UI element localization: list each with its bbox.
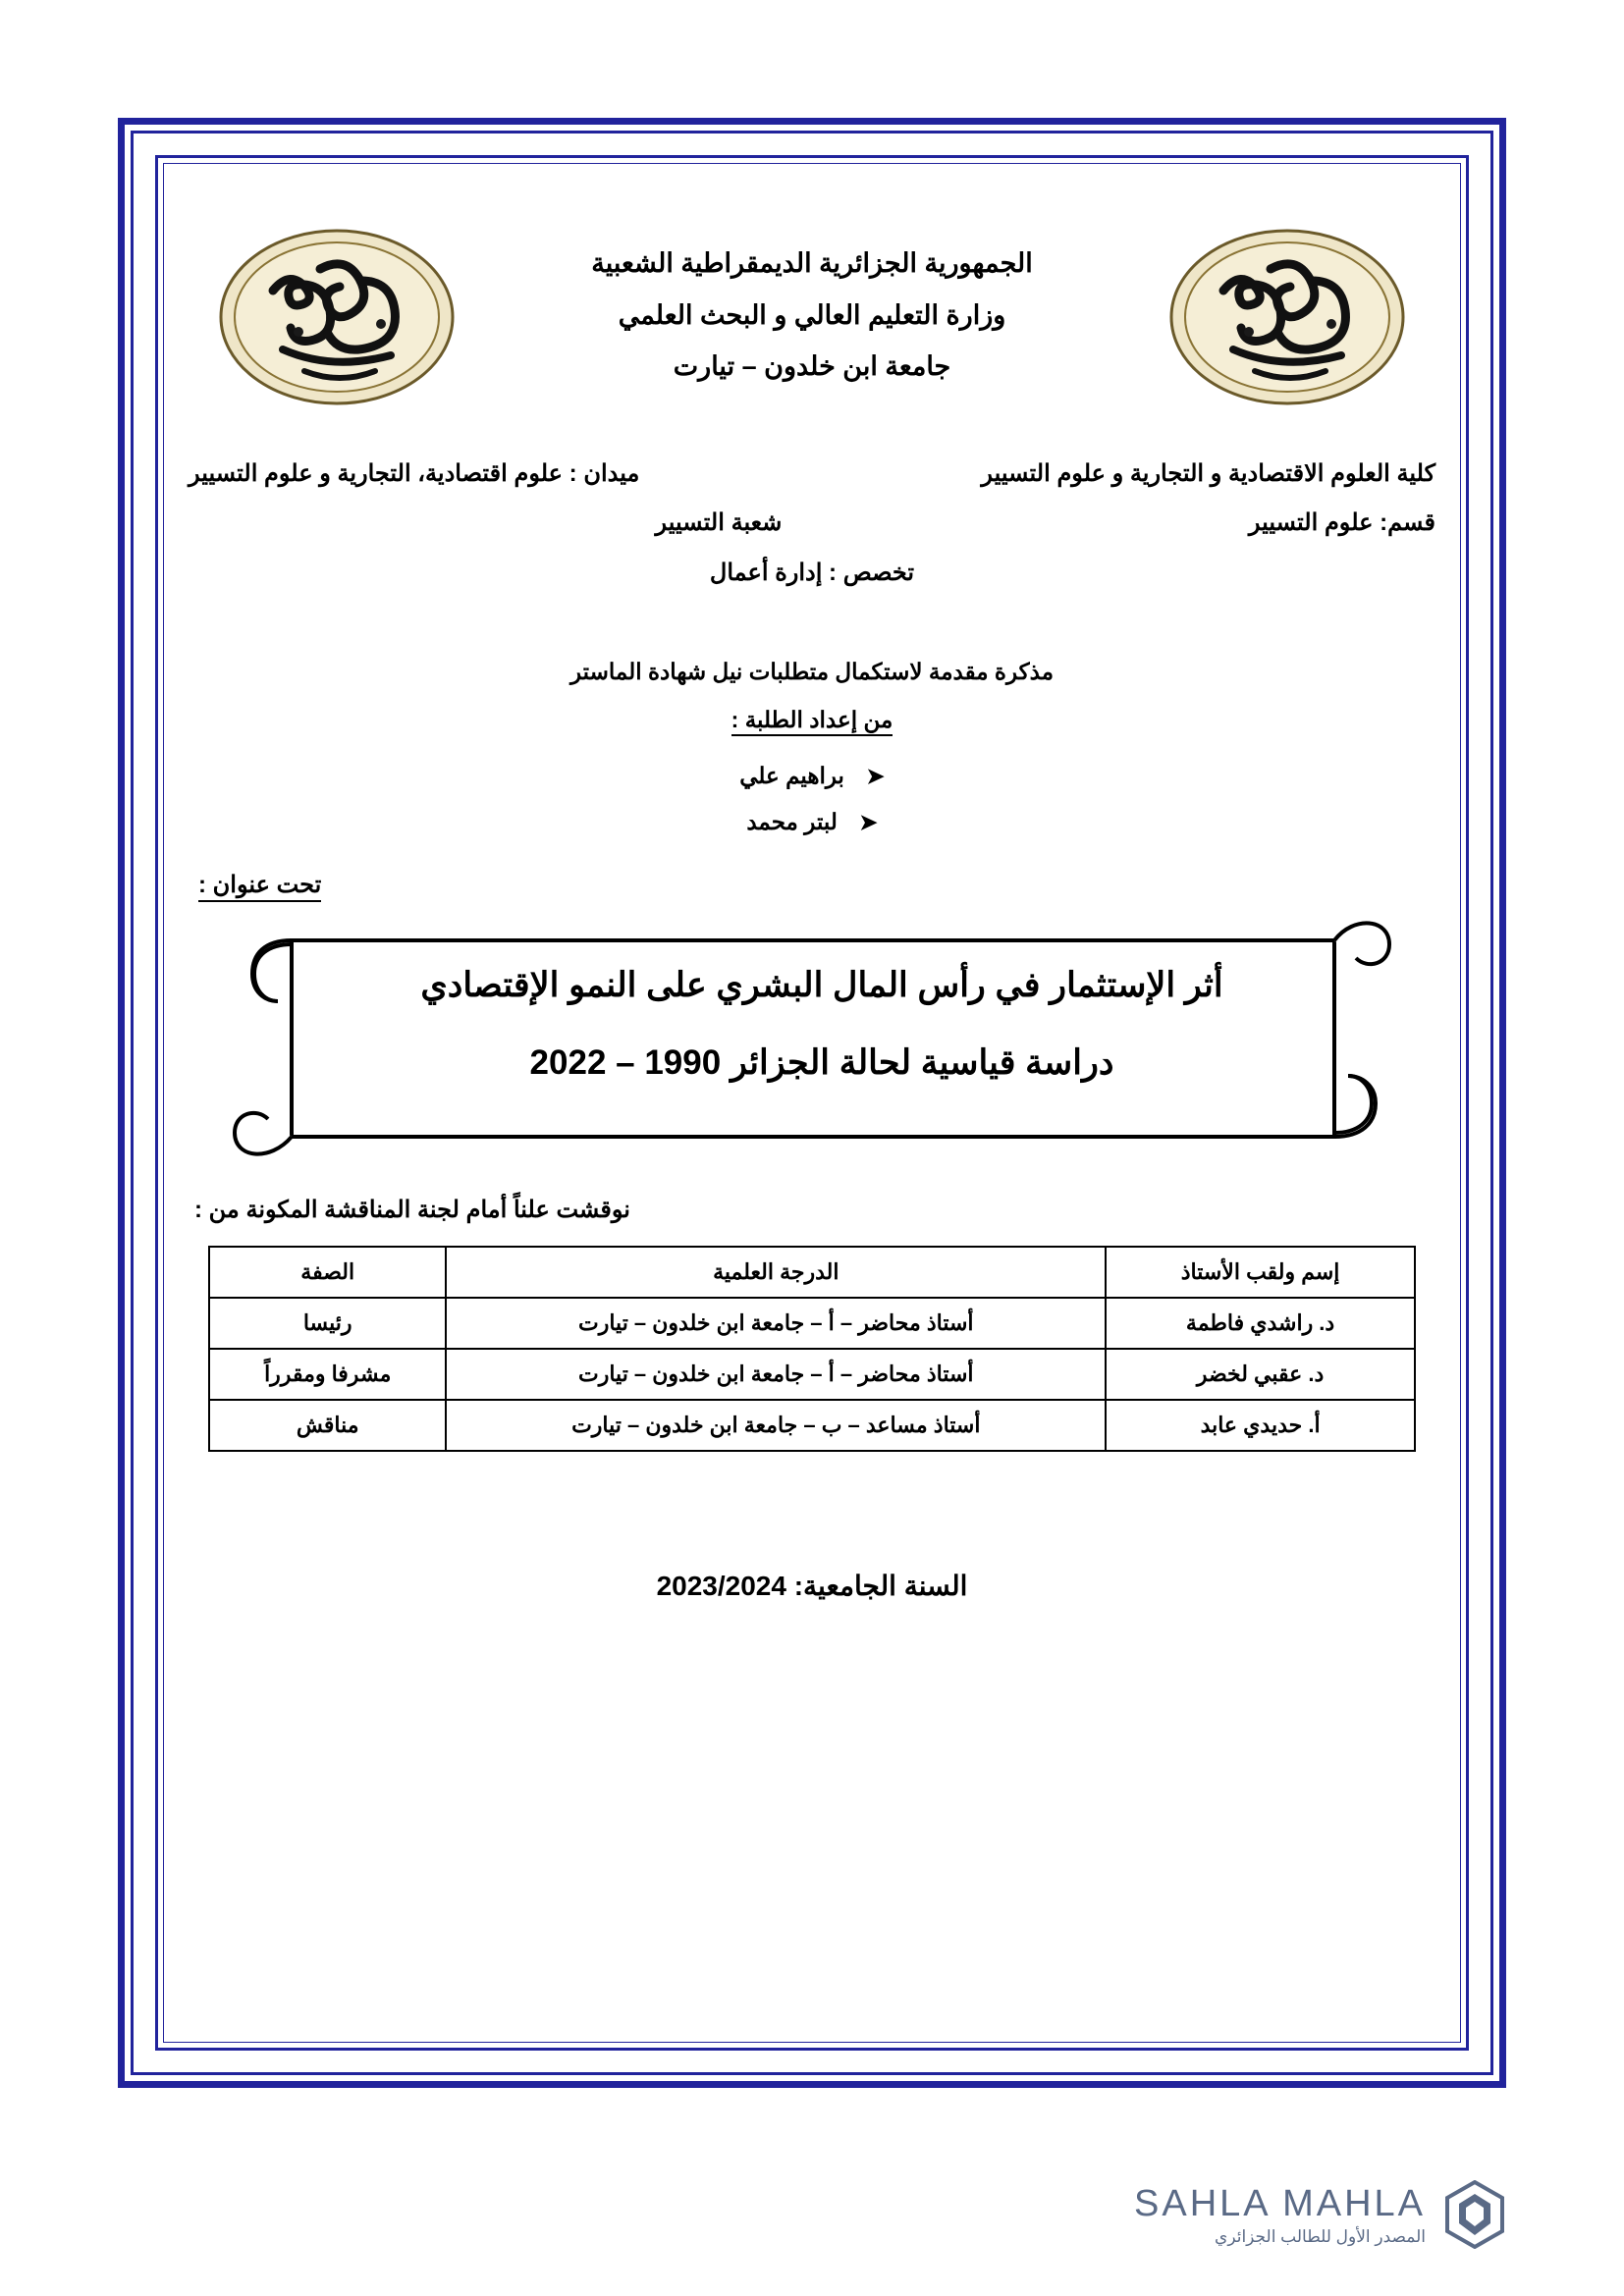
jury-role: مشرفا ومقرراً (209, 1349, 446, 1400)
defense-note: نوقشت علناً أمام لجنة المناقشة المكونة من : (194, 1197, 630, 1224)
cover-content (165, 165, 1459, 2030)
list-item (189, 753, 1435, 799)
title-scroll-banner (223, 913, 1401, 1178)
memoire-note: مذكرة مقدمة لاستكمال متطلبات نيل شهادة الماستر (569, 659, 1055, 685)
jury-table (208, 1246, 1416, 1452)
domain-label: ميدان : علوم اقتصادية، التجارية و علوم التسيير (189, 460, 640, 487)
column-header-name: إسم ولقب الأستاذ (1106, 1247, 1415, 1298)
jury-role: رئيسا (209, 1298, 446, 1349)
list-item (189, 799, 1435, 845)
column-header-degree: الدرجة العلمية (446, 1247, 1106, 1298)
department-label: قسم: علوم التسيير (1248, 509, 1435, 537)
jury-name: د. راشدي فاطمة (1106, 1298, 1415, 1349)
speciality-row (189, 549, 1435, 598)
student-name: براهيم علي (739, 763, 844, 789)
under-title-label: تحت عنوان : (198, 872, 321, 902)
faculty-domain-row (189, 450, 1435, 499)
table-header-row (209, 1247, 1415, 1298)
department-branch-row (189, 499, 1435, 548)
header-block (189, 214, 1435, 440)
prepared-by-block (189, 707, 1435, 733)
brand-name: SAHLA MAHLA (1134, 2182, 1426, 2224)
university-seal-icon-left (214, 222, 460, 413)
student-name: لبتر محمد (746, 809, 838, 835)
arrow-bullet-icon: ➤ (859, 810, 878, 835)
brand-block (1134, 2183, 1426, 2247)
jury-name: د. عقبي لخضر (1106, 1349, 1415, 1400)
footer-watermark (1134, 2180, 1506, 2249)
jury-name: أ. حديدي عابد (1106, 1400, 1415, 1451)
university-line: جامعة ابن خلدون – تيارت (673, 351, 951, 382)
jury-degree: أستاذ مساعد – ب – جامعة ابن خلدون – تيارت (446, 1400, 1106, 1451)
speciality-label: تخصص : إدارة أعمال (709, 559, 915, 586)
students-list (189, 753, 1435, 845)
academic-year: السنة الجامعية: 2023/2024 (656, 1571, 968, 1602)
diamond-logo-icon (1443, 2180, 1506, 2249)
ministry-line: وزارة التعليم العالي و البحث العلمي (618, 299, 1006, 330)
prepared-by-label: من إعداد الطلبة : (731, 707, 893, 736)
table-row (209, 1298, 1415, 1349)
branch-label: شعبة التسيير (655, 509, 783, 537)
column-header-role: الصفة (209, 1247, 446, 1298)
jury-role: مناقش (209, 1400, 446, 1451)
brand-tagline: المصدر الأول للطالب الجزائري (1215, 2226, 1426, 2246)
under-title-block (189, 871, 1435, 899)
faculty-info-block (189, 450, 1435, 598)
thesis-title-line2: دراسة قياسية لحالة الجزائر 1990 – 2022 (529, 1042, 1114, 1082)
republic-line: الجمهورية الجزائرية الديمقراطية الشعبية (591, 248, 1033, 278)
jury-degree: أستاذ محاضر – أ – جامعة ابن خلدون – تيارت (446, 1298, 1106, 1349)
header-titles (473, 238, 1151, 393)
thesis-title-line1: أثر الإستثمار في رأس المال البشري على النمو الإقتصادي (420, 966, 1223, 1005)
table-row (209, 1400, 1415, 1451)
faculty-label: كلية العلوم الاقتصادية و التجارية و علوم التسيير (981, 460, 1435, 487)
arrow-bullet-icon: ➤ (866, 764, 885, 789)
thesis-title (311, 960, 1332, 1089)
jury-degree: أستاذ محاضر – أ – جامعة ابن خلدون – تيارت (446, 1349, 1106, 1400)
university-seal-icon-right (1164, 222, 1410, 413)
table-row (209, 1349, 1415, 1400)
